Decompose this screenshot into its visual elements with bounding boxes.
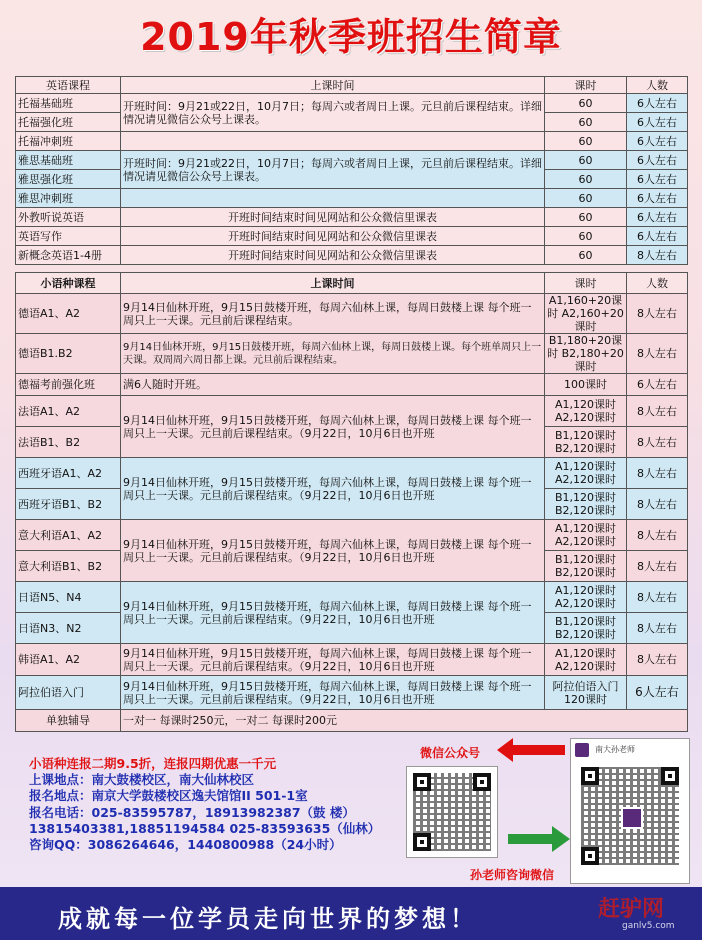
schedule-web: 开班时间结束时间见网站和公众微信里课表 xyxy=(121,227,545,246)
teacher-wechat-card xyxy=(570,738,690,884)
course-people: 8人左右 xyxy=(627,582,688,613)
course-people: 8人左右 xyxy=(627,334,688,374)
course-people: 8人左右 xyxy=(627,644,688,676)
col-header-hours: 课时 xyxy=(545,77,627,94)
course-name: 外教听说英语 xyxy=(16,208,121,227)
course-people: 6人左右 xyxy=(627,227,688,246)
course-people: 8人左右 xyxy=(627,427,688,458)
footer-banner xyxy=(0,887,702,940)
minor-language-table xyxy=(15,272,688,732)
arrow-right-icon xyxy=(508,826,570,852)
course-people: 6人左右 xyxy=(627,374,688,396)
qr-finder xyxy=(413,773,431,791)
course-hours: 60 xyxy=(545,151,627,170)
schedule-web: 开班时间结束时间见网站和公众微信里课表 xyxy=(121,246,545,265)
col-header-people: 人数 xyxy=(627,273,688,294)
course-name: 雅思冲刺班 xyxy=(16,189,121,208)
course-name: 托福强化班 xyxy=(16,113,121,132)
private-tutoring-price: 一对一 每课时250元，一对二 每课时200元 xyxy=(121,710,688,732)
wechat-official-label: 微信公众号 xyxy=(420,746,481,760)
schedule-japanese: 9月14日仙林开班，9月15日鼓楼开班，每周六仙林上课，每周日鼓楼上课 每个班一周只上一天课。元旦前后课程结束。（9月22日，10月6日也开班 xyxy=(121,582,545,644)
course-hours: 60 xyxy=(545,227,627,246)
course-people: 8人左右 xyxy=(627,458,688,489)
course-name: 雅思基础班 xyxy=(16,151,121,170)
course-hours: A1,120课时 A2,120课时 xyxy=(545,644,627,676)
schedule-ielts: 开班时间：9月21或22日，10月7日；每周六或者周日上课，元旦前后课程结束。详细情况请见微信公众号上课表。 xyxy=(121,151,545,189)
watermark-logo: 赶驴网 xyxy=(598,897,665,922)
col-header-time: 上课时间 xyxy=(121,273,545,294)
course-hours: A1,120课时 A2,120课时 xyxy=(545,520,627,551)
course-name: 雅思强化班 xyxy=(16,170,121,189)
qr-finder xyxy=(473,773,491,791)
teacher-qr xyxy=(581,767,679,865)
course-people: 6人左右 xyxy=(627,208,688,227)
course-people: 6人左右 xyxy=(627,189,688,208)
course-name: 法语A1、A2 xyxy=(16,396,121,427)
course-name: 阿拉伯语入门 xyxy=(16,676,121,710)
schedule-spanish: 9月14日仙林开班，9月15日鼓楼开班，每周六仙林上课，每周日鼓楼上课 每个班一周只上一天课。元旦前后课程结束。（9月22日，10月6日也开班 xyxy=(121,458,545,520)
contact-info xyxy=(29,756,380,853)
english-course-table xyxy=(15,76,688,265)
course-hours: 60 xyxy=(545,113,627,132)
course-name: 德语A1、A2 xyxy=(16,294,121,334)
course-name: 日语N5、N4 xyxy=(16,582,121,613)
course-name: 日语N3、N2 xyxy=(16,613,121,644)
class-location: 上课地点：南大鼓楼校区，南大仙林校区 xyxy=(29,772,255,788)
footer-slogan: 成就每一位学员走向世界的梦想！ xyxy=(58,905,478,933)
schedule-french: 9月14日仙林开班，9月15日鼓楼开班，每周六仙林上课，每周日鼓楼上课 每个班一周只上一天课。元旦前后课程结束。（9月22日，10月6日也开班 xyxy=(121,396,545,458)
course-name: 意大利语A1、A2 xyxy=(16,520,121,551)
course-people: 8人左右 xyxy=(627,246,688,265)
qr-finder xyxy=(413,833,431,851)
course-name: 西班牙语A1、A2 xyxy=(16,458,121,489)
teacher-wechat-label: 孙老师咨询微信 xyxy=(470,868,555,882)
qq-contact: 咨询QQ：3086264646，1440800988（24小时） xyxy=(29,837,342,853)
course-people: 6人左右 xyxy=(627,676,688,710)
schedule-korean: 9月14日仙林开班，9月15日鼓楼开班，每周六仙林上课，每周日鼓楼上课 每个班一周只上一天课。元旦前后课程结束。（9月22日，10月6日也开班 xyxy=(121,644,545,676)
course-name: 德福考前强化班 xyxy=(16,374,121,396)
avatar xyxy=(575,743,589,757)
course-people: 6人左右 xyxy=(627,94,688,113)
course-name: 英语写作 xyxy=(16,227,121,246)
col-header-people: 人数 xyxy=(627,77,688,94)
schedule-web: 开班时间结束时间见网站和公众微信里课表 xyxy=(121,208,545,227)
course-name: 韩语A1、A2 xyxy=(16,644,121,676)
course-hours: B1,120课时 B2,120课时 xyxy=(545,489,627,520)
schedule-empty xyxy=(121,189,545,208)
phone-line-2: 13815403381,18851194584 025-83593635（仙林） xyxy=(29,820,381,836)
course-hours: 60 xyxy=(545,189,627,208)
course-hours: B1,120课时 B2,120课时 xyxy=(545,613,627,644)
course-hours: 60 xyxy=(545,208,627,227)
course-name: 德语B1.B2 xyxy=(16,334,121,374)
course-people: 8人左右 xyxy=(627,520,688,551)
qr-finder xyxy=(661,767,679,785)
wechat-official-qr xyxy=(406,766,498,858)
course-hours: B1,120课时 B2,120课时 xyxy=(545,551,627,582)
logo-icon xyxy=(621,807,643,829)
course-hours: 100课时 xyxy=(545,374,627,396)
course-people: 8人左右 xyxy=(627,294,688,334)
qr-finder xyxy=(581,767,599,785)
course-people: 6人左右 xyxy=(627,132,688,151)
watermark-url: ganlv5.com xyxy=(622,921,675,931)
course-name: 单独辅导 xyxy=(16,710,121,732)
course-people: 8人左右 xyxy=(627,613,688,644)
course-hours: 60 xyxy=(545,170,627,189)
teacher-name: 南大孙老师 xyxy=(595,745,635,754)
col-header-course: 英语课程 xyxy=(16,77,121,94)
course-name: 法语B1、B2 xyxy=(16,427,121,458)
course-name: 托福冲刺班 xyxy=(16,132,121,151)
course-hours: B1,180+20课时 B2,180+20课时 xyxy=(545,334,627,374)
page-title: 2019年秋季班招生简章 xyxy=(140,15,562,59)
course-people: 6人左右 xyxy=(627,170,688,189)
course-hours: 阿拉伯语入门 120课时 xyxy=(545,676,627,710)
col-header-hours: 课时 xyxy=(545,273,627,294)
promo-text: 小语种连报二期9.5折，连报四期优惠一千元 xyxy=(29,756,277,771)
phone-line-1: 报名电话：025-83595787，18913982387（鼓 楼） xyxy=(29,804,355,820)
schedule-italian: 9月14日仙林开班，9月15日鼓楼开班，每周六仙林上课，每周日鼓楼上课 每个班一周只上一天课。元旦前后课程结束。（9月22日，10月6日也开班 xyxy=(121,520,545,582)
course-name: 托福基础班 xyxy=(16,94,121,113)
schedule-german-b: 9月14日仙林开班，9月15日鼓楼开班，每周六仙林上课，每周日鼓楼上课。每个班单周只上一天课。双周周六周日都上课。元旦前后课程结束。 xyxy=(121,334,545,374)
course-people: 6人左右 xyxy=(627,151,688,170)
course-hours: A1,120课时 A2,120课时 xyxy=(545,458,627,489)
course-people: 8人左右 xyxy=(627,396,688,427)
course-hours: A1,120课时 A2,120课时 xyxy=(545,396,627,427)
signup-location: 报名地点：南京大学鼓楼校区逸夫馆馆II 501-1室 xyxy=(29,788,308,804)
schedule-arabic: 9月14日仙林开班，9月15日鼓楼开班，每周六仙林上课，每周日鼓楼上课 每个班一周只上一天课。元旦前后课程结束。（9月22日，10月6日也开班 xyxy=(121,676,545,710)
course-hours: A1,120课时 A2,120课时 xyxy=(545,582,627,613)
course-name: 新概念英语1-4册 xyxy=(16,246,121,265)
course-name: 西班牙语B1、B2 xyxy=(16,489,121,520)
qr-finder xyxy=(581,847,599,865)
schedule-empty xyxy=(121,132,545,151)
schedule-toefl: 开班时间：9月21或22日，10月7日；每周六或者周日上课。元旦前后课程结束。详细情况请见微信公众号上课表。 xyxy=(121,94,545,132)
course-people: 8人左右 xyxy=(627,489,688,520)
course-name: 意大利语B1、B2 xyxy=(16,551,121,582)
col-header-time: 上课时间 xyxy=(121,77,545,94)
schedule-testdaf: 满6人随时开班。 xyxy=(121,374,545,396)
course-people: 8人左右 xyxy=(627,551,688,582)
arrow-left-icon xyxy=(497,738,565,762)
course-hours: 60 xyxy=(545,132,627,151)
course-hours: 60 xyxy=(545,94,627,113)
col-header-course: 小语种课程 xyxy=(16,273,121,294)
course-hours: A1,160+20课时 A2,160+20课时 xyxy=(545,294,627,334)
course-hours: B1,120课时 B2,120课时 xyxy=(545,427,627,458)
course-hours: 60 xyxy=(545,246,627,265)
course-people: 6人左右 xyxy=(627,113,688,132)
schedule-german-a: 9月14日仙林开班，9月15日鼓楼开班，每周六仙林上课，每周日鼓楼上课 每个班一周只上一天课。元旦前后课程结束。 xyxy=(121,294,545,334)
